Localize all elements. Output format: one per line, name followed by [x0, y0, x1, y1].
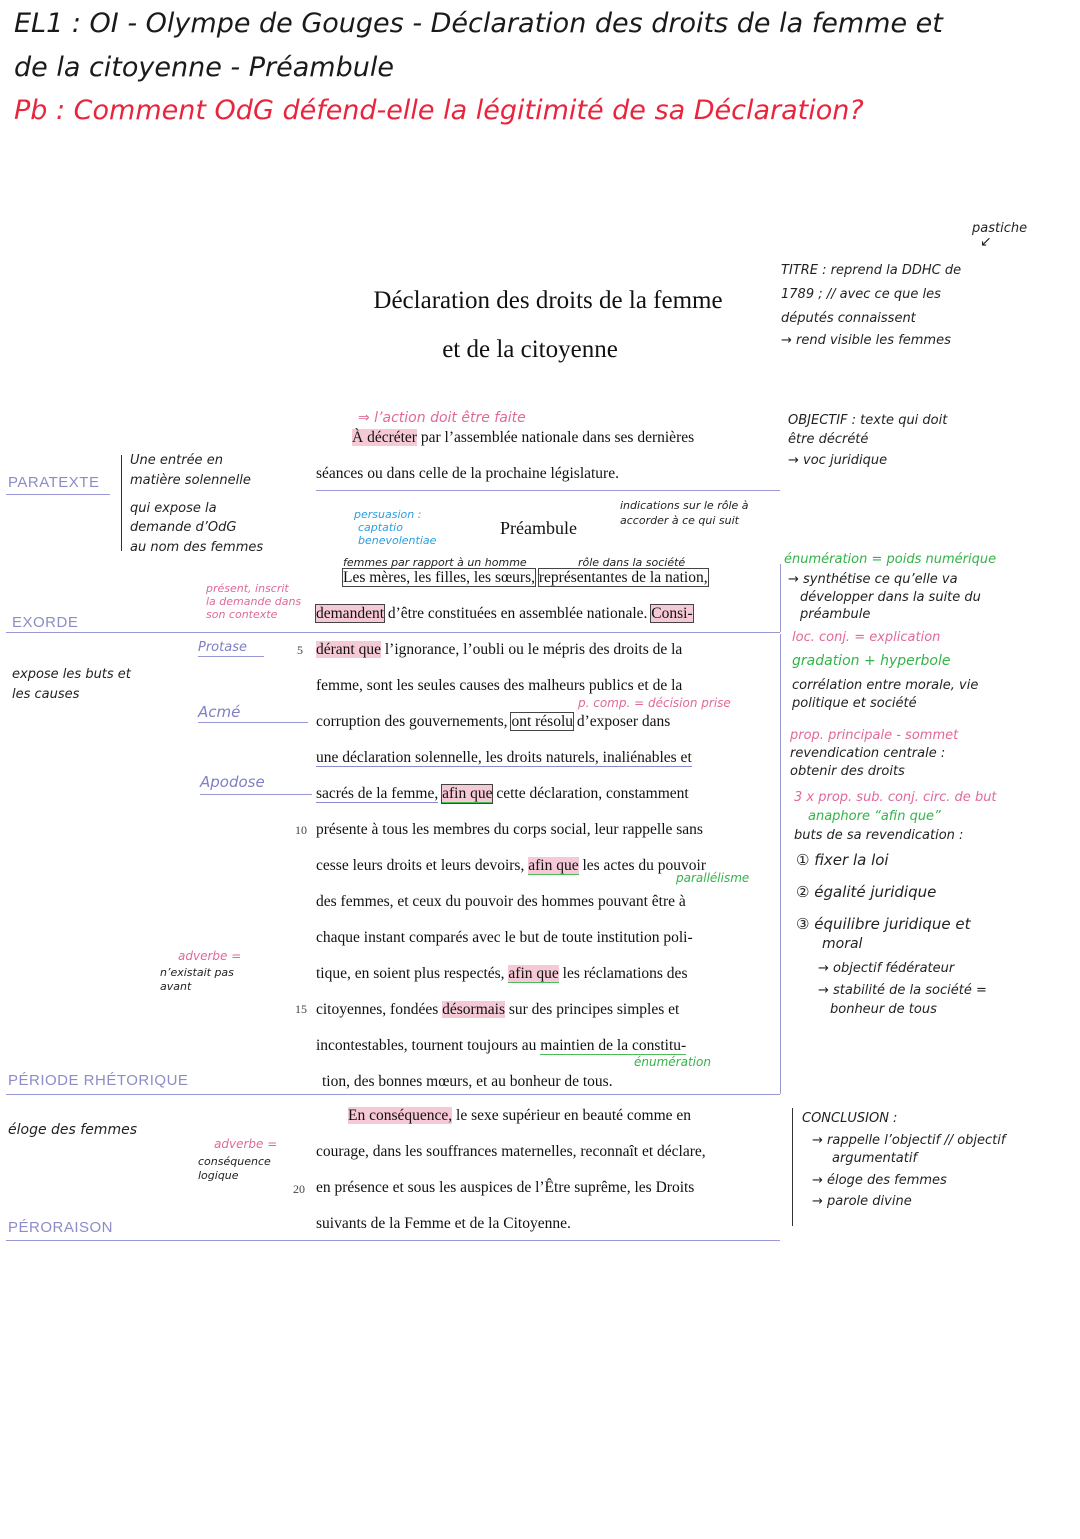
note-trois-1: 3 x prop. sub. conj. circ. de but: [794, 790, 997, 805]
note-present-2: la demande dans: [206, 595, 302, 608]
body-l5-end: d’exposer dans: [573, 713, 671, 730]
note-but-1: ① fixer la loi: [796, 851, 889, 869]
note-paratexte-5: au nom des femmes: [130, 540, 264, 555]
underline-acme: [198, 722, 308, 723]
note-persuasion-1: persuasion :: [354, 508, 422, 521]
body-line-1: [343, 560, 708, 596]
intro-line-1: [352, 420, 694, 456]
note-conclusion-2: argumentatif: [832, 1151, 918, 1166]
bracket-periode: [780, 634, 781, 1094]
body-line-7: [316, 776, 689, 812]
label-paratexte: PARATEXTE: [8, 474, 100, 491]
body-l1-representantes: représentantes de la nation,: [538, 569, 708, 586]
divider-paratexte: [6, 494, 110, 495]
note-adverbe-1c: avant: [160, 980, 192, 993]
divider-periode: [6, 1094, 780, 1095]
intro-highlight: À décréter: [352, 429, 417, 446]
note-objectif-3: → voc juridique: [788, 453, 888, 468]
label-periode-rhetorique: PÉRIODE RHÉTORIQUE: [8, 1072, 189, 1089]
note-indications-2: accorder à ce qui suit: [620, 514, 739, 527]
bracket-paratexte: [121, 455, 122, 551]
body-line-11: chaque instant comparés avec le but de toute institution poli-: [316, 929, 693, 946]
label-acme: Acmé: [198, 703, 241, 721]
underline-protase: [198, 656, 264, 657]
note-paratexte-1: Une entrée en: [130, 453, 223, 468]
body-line-15: tion, des bonnes mœurs, et au bonheur de tous.: [322, 1073, 613, 1090]
header-line-1: EL1 : OI - Olympe de Gouges - Déclaration des droits de la femme et: [14, 8, 943, 39]
label-exorde: EXORDE: [12, 614, 79, 631]
note-prop-1: prop. principale - sommet: [790, 728, 959, 743]
note-adverbe-2a: adverbe =: [214, 1137, 278, 1151]
note-enumeration-bottom: énumération: [634, 1055, 711, 1069]
note-stabilite-1: → stabilité de la société =: [818, 983, 987, 998]
note-adverbe-2c: logique: [198, 1169, 239, 1182]
note-enum-4: préambule: [800, 607, 871, 622]
note-exorde-1: expose les buts et: [12, 667, 131, 682]
body-line-14: [316, 1028, 686, 1064]
note-objectif-federateur: → objectif fédérateur: [818, 961, 955, 976]
header-line-2: de la citoyenne - Préambule: [14, 52, 394, 83]
body-line-13: [316, 992, 679, 1028]
note-paratexte-2: matière solennelle: [130, 473, 251, 488]
note-adverbe-1a: adverbe =: [178, 949, 242, 963]
note-titre-3: députés connaissent: [781, 311, 916, 326]
body-en-consequence: En conséquence,: [348, 1107, 453, 1124]
body-afin-que-3: afin que: [508, 965, 559, 982]
note-objectif-2: être décrété: [788, 432, 869, 447]
problem-statement: Pb : Comment OdG défend-elle la légitimité de sa Déclaration?: [14, 95, 864, 126]
note-present-1: présent, inscrit: [206, 582, 289, 595]
note-present-3: son contexte: [206, 608, 278, 621]
line-number-15: 15: [295, 1002, 307, 1016]
note-conclusion-4: → parole divine: [812, 1194, 912, 1209]
note-but-3a: ③ équilibre juridique et: [796, 915, 971, 933]
arrow-down-left-icon: ↙: [980, 234, 992, 250]
note-but-3b: moral: [822, 936, 863, 952]
note-titre-1: TITRE : reprend la DDHC de: [781, 263, 962, 278]
body-ont-resolu: ont résolu: [511, 713, 573, 730]
divider-intro: [316, 490, 780, 491]
note-exorde-2: les causes: [12, 687, 80, 702]
note-trois-3: buts de sa revendication :: [794, 828, 964, 843]
body-line-17: courage, dans les souffrances maternelles, reconnaît et déclare,: [316, 1143, 706, 1160]
divider-peroraison: [6, 1240, 780, 1241]
note-action: ⇒ l’action doit être faite: [358, 410, 526, 426]
note-titre-2: 1789 ; // avec ce que les: [781, 287, 941, 302]
note-parallelisme: parallélisme: [676, 871, 750, 885]
body-l3-text: l’ignorance, l’oubli ou le mépris des droits de la: [380, 641, 683, 658]
body-l5-text: corruption des gouvernements,: [316, 713, 508, 730]
body-l7-end: cette déclaration, constamment: [492, 785, 689, 802]
note-titre-4: → rend visible les femmes: [781, 333, 951, 348]
note-paratexte-4: demande d’OdG: [130, 520, 237, 535]
body-l1-enumeration: Les mères, les filles, les sœurs,: [343, 569, 535, 586]
body-afin-que-2: afin que: [528, 857, 579, 874]
note-pcomp: p. comp. = décision prise: [578, 696, 731, 710]
note-persuasion-3: benevolentiae: [358, 534, 437, 547]
bracket-exorde: [780, 564, 781, 632]
body-line-5: [316, 704, 670, 740]
note-correlation-1: corrélation entre morale, vie: [792, 678, 979, 693]
bracket-conclusion: [792, 1108, 793, 1226]
body-l12-end: les réclamations des: [558, 965, 688, 982]
note-pastiche: pastiche: [972, 221, 1028, 236]
body-line-19: suivants de la Femme et de la Citoyenne.: [316, 1215, 571, 1232]
note-adverbe-1b: n’existait pas: [160, 966, 234, 979]
body-l10-text: des femmes, et ceux du pouvoir des hommes: [316, 893, 595, 910]
note-but-2: ② égalité juridique: [796, 883, 937, 901]
body-l6-text: une déclaration solennelle, les droits naturels, inaliénables et: [316, 749, 692, 766]
note-conclusion-title: CONCLUSION :: [802, 1111, 898, 1126]
note-correlation-2: politique et société: [792, 696, 917, 711]
line-number-20: 20: [293, 1182, 305, 1196]
body-line-4: femme, sont les seules causes des malheurs publics et de la: [316, 677, 683, 694]
note-adverbe-2b: conséquence: [198, 1155, 271, 1168]
body-line-18: en présence et sous les auspices de l’Être suprême, les Droits: [316, 1179, 695, 1196]
note-stabilite-2: bonheur de tous: [830, 1002, 937, 1017]
label-apodose: Apodose: [200, 773, 265, 791]
note-enum-1: énumération = poids numérique: [784, 552, 997, 567]
body-demandent: demandent: [316, 605, 385, 622]
intro-line-2: séances ou dans celle de la prochaine législature.: [316, 465, 619, 482]
note-locconj: loc. conj. = explication: [792, 630, 941, 645]
body-l12-text: tique, en soient plus respectés,: [316, 965, 505, 982]
body-l9-text: cesse leurs droits et leurs devoirs,: [316, 857, 525, 874]
body-line-10: [316, 884, 686, 920]
body-line-2: [316, 596, 693, 632]
note-enum-2: → synthétise ce qu’elle va: [788, 572, 958, 587]
body-afin-que-1: afin que: [442, 785, 493, 802]
label-protase: Protase: [198, 640, 247, 655]
underline-apodose: [200, 794, 312, 795]
note-femmes-rapport: femmes par rapport à un homme: [343, 556, 527, 569]
body-l9-end: les actes du pouvoir: [578, 857, 706, 874]
note-indications-1: indications sur le rôle à: [620, 499, 749, 512]
note-paratexte-3: qui expose la: [130, 501, 217, 516]
document-title-line-1: Déclaration des droits de la femme: [373, 287, 723, 314]
body-l16-end: le sexe supérieur en beauté comme en: [452, 1107, 692, 1124]
note-eloge: éloge des femmes: [8, 1122, 137, 1138]
body-line-6: [316, 740, 692, 776]
note-gradation: gradation + hyperbole: [792, 653, 951, 669]
body-line-8: présente à tous les membres du corps social, leur rappelle sans: [316, 821, 703, 838]
body-line-3: [316, 632, 682, 668]
body-l7-text: sacrés de la femme,: [316, 785, 439, 802]
body-l2-text: d’être constituées en assemblée nationale.: [384, 605, 648, 622]
note-prop-2: revendication centrale :: [790, 746, 946, 761]
note-conclusion-1: → rappelle l’objectif // objectif: [812, 1133, 1006, 1148]
body-l13-end: sur des principes simples et: [504, 1001, 680, 1018]
label-peroraison: PÉRORAISON: [8, 1219, 114, 1236]
body-l14-text: incontestables, tournent toujours au: [316, 1037, 541, 1054]
body-line-9: [316, 848, 706, 884]
note-persuasion-2: captatio: [358, 521, 403, 534]
note-conclusion-3: → éloge des femmes: [812, 1173, 947, 1188]
note-prop-3: obtenir des droits: [790, 764, 905, 779]
note-role-societe: rôle dans la société: [578, 556, 686, 569]
body-line-12: [316, 956, 687, 992]
note-enum-3: développer dans la suite du: [800, 590, 981, 605]
note-trois-2: anaphore “afin que”: [808, 809, 941, 824]
body-line-16: [348, 1098, 691, 1134]
body-l13-text: citoyennes, fondées: [316, 1001, 439, 1018]
intro-text: par l’assemblée nationale dans ses dernières: [416, 429, 695, 446]
preamble-heading: Préambule: [500, 518, 577, 538]
document-title-line-2: et de la citoyenne: [442, 336, 618, 363]
line-number-10: 10: [295, 823, 307, 837]
body-maintien: maintien de la constitu-: [540, 1037, 687, 1054]
note-objectif-1: OBJECTIF : texte qui doit: [788, 413, 948, 428]
body-considerant: dérant que: [316, 641, 381, 658]
body-considerant-start: Consi-: [651, 605, 693, 622]
line-number-5: 5: [297, 643, 303, 657]
body-desormais: désormais: [442, 1001, 505, 1018]
body-l10-end: pouvant être à: [594, 893, 686, 910]
